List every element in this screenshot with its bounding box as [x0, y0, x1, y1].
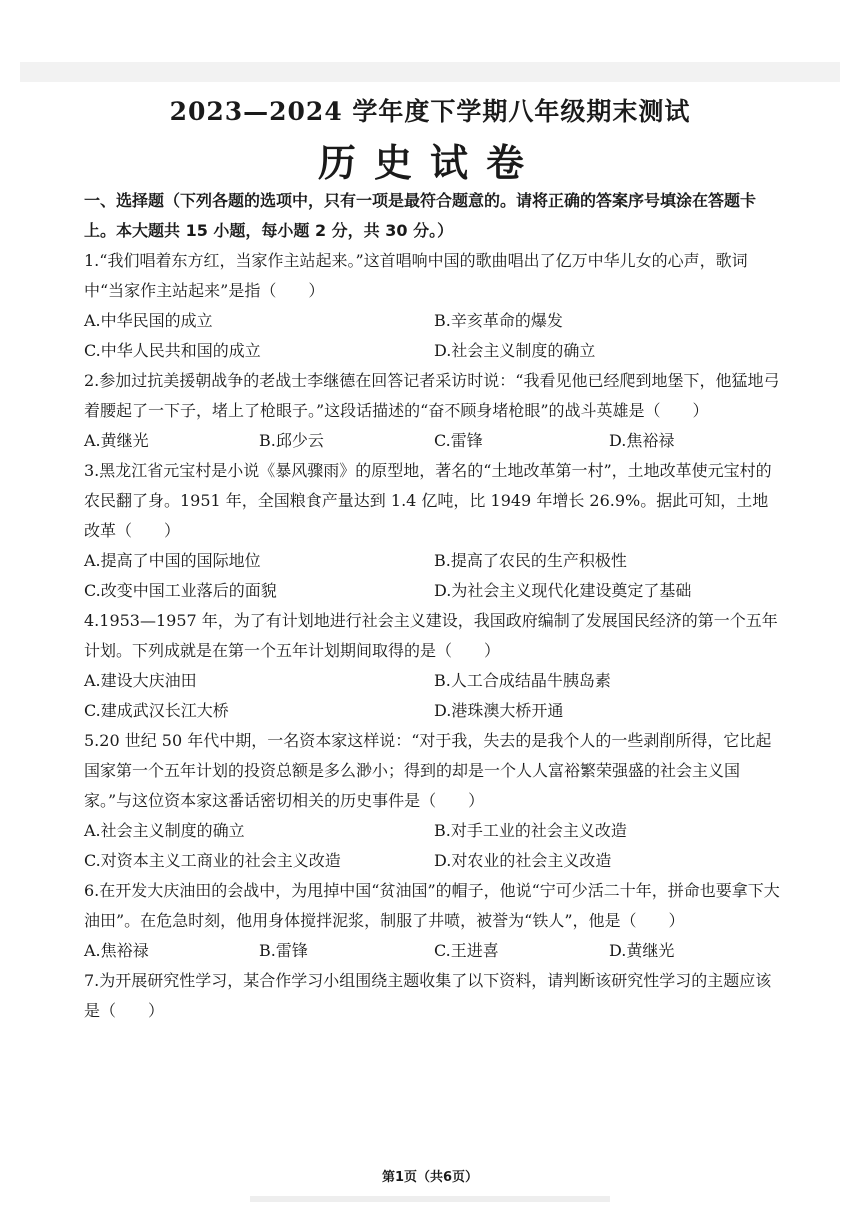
page-number: 第1页（共6页） [381, 1170, 479, 1185]
exam-title: 2023—2024 学年度下学期八年级期末测试 [169, 97, 691, 126]
question-options [84, 426, 784, 456]
section-heading: 一、选择题（下列各题的选项中，只有一项是最符合题意的。请将正确的答案序号填涂在答题卡上。本大题共 15 小题，每小题 2 分，共 30 分。） [84, 191, 757, 240]
question-7 [84, 966, 784, 1026]
option-d: D.为社会主义现代化建设奠定了基础 [434, 581, 692, 600]
option-b: B.提高了农民的生产积极性 [434, 551, 627, 570]
option-c: C.改变中国工业落后的面貌 [84, 581, 277, 600]
option-d: D.社会主义制度的确立 [434, 341, 596, 360]
question-options [84, 306, 784, 366]
option-a: A.社会主义制度的确立 [84, 821, 245, 840]
exam-subject-title: 历史试卷 [317, 140, 542, 185]
option-b: B.辛亥革命的爆发 [434, 311, 563, 330]
question-stem: 1.“我们唱着东方红，当家作主站起来。”这首唱响中国的歌曲唱出了亿万中华儿女的心声，歌词中“当家作主站起来”是指（ ） [84, 251, 748, 300]
option-c: C.建成武汉长江大桥 [84, 701, 229, 720]
option-c: C.对资本主义工商业的社会主义改造 [84, 851, 341, 870]
option-a: A.提高了中国的国际地位 [84, 551, 261, 570]
question-4 [84, 606, 784, 726]
option-c: C.王进喜 [434, 941, 499, 960]
question-options [84, 816, 784, 876]
option-a: A.中华民国的成立 [84, 311, 213, 330]
question-stem: 3.黑龙江省元宝村是小说《暴风骤雨》的原型地，著名的“土地改革第一村”，土地改革使元宝村的农民翻了身。1951 年，全国粮食产量达到 1.4 亿吨，比 1949 年增长 26.9%。据此可知，土地改革（ ） [84, 461, 772, 540]
question-1 [84, 246, 784, 366]
option-b: B.人工合成结晶牛胰岛素 [434, 671, 611, 690]
option-b: B.雷锋 [259, 941, 308, 960]
option-c: C.中华人民共和国的成立 [84, 341, 261, 360]
question-options [84, 666, 784, 726]
option-d: D.黄继光 [609, 941, 675, 960]
question-stem: 5.20 世纪 50 年代中期，一名资本家这样说：“对于我，失去的是我个人的一些剥削所得，它比起国家第一个五年计划的投资总额是多么渺小；得到的却是一个人人富裕繁荣强盛的社会主义国家。”与这位资本家这番话密切相关的历史事件是（ ） [84, 731, 772, 810]
option-d: D.对农业的社会主义改造 [434, 851, 612, 870]
question-6 [84, 876, 784, 966]
question-stem: 4.1953—1957 年，为了有计划地进行社会主义建设，我国政府编制了发展国民经济的第一个五年计划。下列成就是在第一个五年计划期间取得的是（ ） [84, 611, 778, 660]
question-options [84, 936, 784, 966]
option-a: A.建设大庆油田 [84, 671, 197, 690]
option-a: A.焦裕禄 [84, 941, 149, 960]
scan-shadow-bottom [250, 1196, 610, 1202]
option-b: B.对手工业的社会主义改造 [434, 821, 627, 840]
option-c: C.雷锋 [434, 431, 483, 450]
question-stem: 2.参加过抗美援朝战争的老战士李继德在回答记者采访时说：“我看见他已经爬到地堡下，他猛地弓着腰起了一下子，堵上了枪眼子。”这段话描述的“奋不顾身堵枪眼”的战斗英雄是（ ） [84, 371, 780, 420]
option-b: B.邱少云 [259, 431, 324, 450]
question-options [84, 546, 784, 606]
question-5 [84, 726, 784, 876]
option-d: D.港珠澳大桥开通 [434, 701, 564, 720]
exam-content [84, 186, 784, 1026]
question-stem: 6.在开发大庆油田的会战中，为甩掉中国“贫油国”的帽子，他说“宁可少活二十年，拼命也要拿下大油田”。在危急时刻，他用身体搅拌泥浆，制服了井喷，被誉为“铁人”，他是（ ） [84, 881, 780, 930]
question-stem: 7.为开展研究性学习，某合作学习小组围绕主题收集了以下资料，请判断该研究性学习的主题应该是（ ） [84, 971, 772, 1020]
question-2 [84, 366, 784, 456]
option-d: D.焦裕禄 [609, 431, 675, 450]
option-a: A.黄继光 [84, 431, 149, 450]
question-3 [84, 456, 784, 606]
scan-shadow-top [20, 62, 840, 82]
